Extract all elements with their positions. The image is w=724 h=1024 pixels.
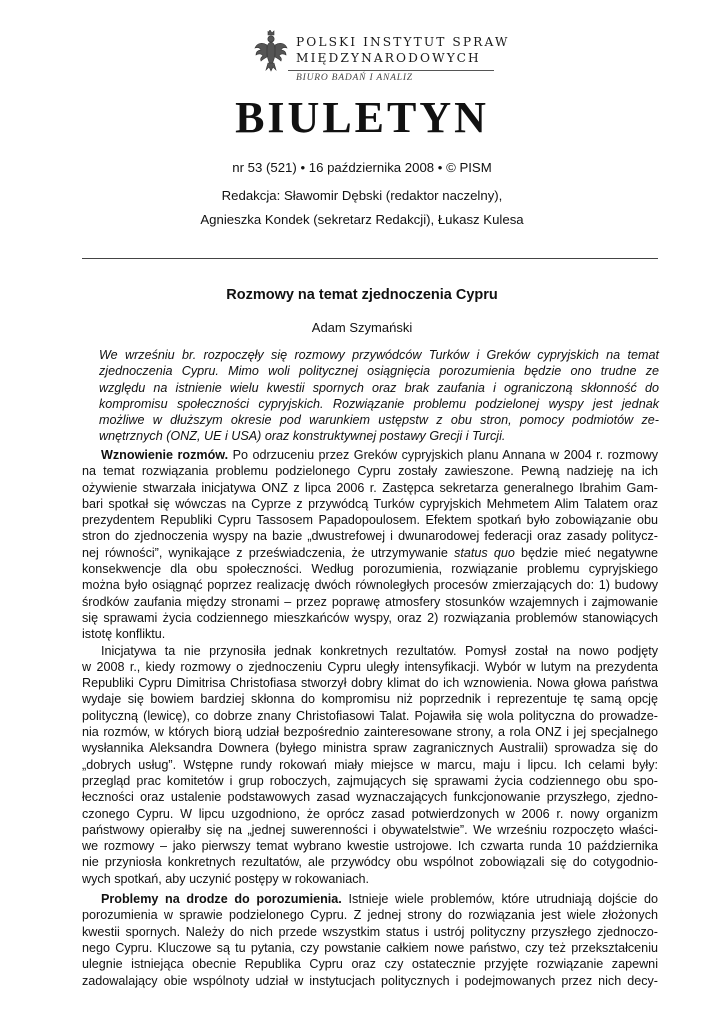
body-line: ulegnie istniejąca obecnie Republika Cypru oraz czy ostatecznie przyjęte rozwiązanie zapewni <box>82 957 658 972</box>
body-line: we rozmowy – jako pierwszy temat wybrano kwestie ustrojowe. Ich czwarta runda 10 października <box>82 839 658 854</box>
body-line: kwestii spornych. Należy do nich przede wszystkim status i ustrój polityczny przyszłego zjednoczo- <box>82 924 658 939</box>
body-line: stron do zjednoczenia wyspy na bazie „dwustrefowej i dwunarodowej federacji oraz zasady politycz- <box>82 529 658 544</box>
body-line: bari spotkał się wówczas na Cyprze z przywódcą Turków cypryjskich Mehmetem Alim Talatem oraz <box>82 496 658 511</box>
body-line: czonego Cypru. W lipcu uzgodniono, że oprócz zasad potwierdzonych w 2006 r. nowy organizm <box>82 806 658 821</box>
article-title: Rozmowy na temat zjednoczenia Cypru <box>226 287 498 303</box>
body-line: prezydentem Republiki Cypru Tassosem Papadopoulosem. Efektem spotkań było zobowiązanie obu <box>82 513 658 528</box>
body-line: nej równości”, wynikające z przeświadczenia, że utrzymywanie status quo będzie mieć negatywne <box>82 545 658 560</box>
abstract-line: względu na istnienie wielu kwestii spornych oraz brak zaufania i ograniczoną skłonność do <box>99 380 659 395</box>
header-divider <box>82 258 658 259</box>
abstract-line: wnętrznych (ONZ, UE i USA) oraz konstruktywnej postawy Grecji i Turcji. <box>99 429 506 444</box>
body-line: nia rozmów, w których biorą udział bezpośrednio zainteresowane strony, a rola ONZ i jej specjalnego <box>82 725 658 740</box>
article-body <box>82 447 658 989</box>
body-line: wydaje się bowiem bardziej skłonna do kompromisu niż poprzednik i reprezentuje tę samą opcję <box>82 692 658 707</box>
body-line: konsekwencje dla obu społeczności. Według porozumienia, rozwiązanie problemu cypryjskiego <box>82 562 658 577</box>
body-line: porozumienia w sprawie podzielonego Cypru. Z jednej strony do rozwiązania jest wiele złożonych <box>82 908 658 923</box>
institute-subtitle: BIURO BADAŃ I ANALIZ <box>296 73 413 83</box>
issue-number: nr 53 (521) <box>232 160 297 175</box>
body-line: na temat rozwiązania problemu podzielonego Cypru zostały zawieszone. Pewną nadzieję na ich <box>82 464 658 479</box>
body-line: istotę konfliktu. <box>82 627 166 642</box>
body-line: państwowy opierałby się na „jednej suwerenności i obywatelstwie”. We wrześniu rozpoczęto właści- <box>82 822 658 837</box>
section-heading: Wznowienie rozmów. <box>101 448 229 462</box>
institute-name-line1: POLSKI INSTYTUT SPRAW <box>296 35 510 49</box>
body-line: ożywienie stwarzała inicjatywa ONZ z lipca 2006 r. Zastępca sekretarza generalnego Ibrahim Gam- <box>82 480 658 495</box>
masthead-title: BIULETYN <box>235 93 489 142</box>
body-line: środków zaufania między stronami – przez poprawę atmosfery stosunków wzajemnych i zajmowanie <box>82 594 658 609</box>
section-heading: Problemy na drodze do porozumienia. <box>101 892 342 907</box>
institute-name-line2: MIĘDZYNARODOWYCH <box>296 51 481 65</box>
abstract-line: możliwe w dłuższym okresie pod warunkiem ustępstw z obu stron, pomocy podmiotów ze- <box>99 413 659 428</box>
body-line: się sprawami życia codziennego mieszkańców wyspy, oraz 2) rozwiązania problemów stanowiących <box>82 610 658 625</box>
body-line: Wznowienie rozmów. Po odrzuceniu przez Greków cypryjskich planu Annana w 2004 r. rozmowy <box>101 448 658 462</box>
body-line: nie przyniosła konkretnych rezultatów, ale przywódcy obu wspólnot zobowiązali się do cotygodnio- <box>82 855 658 870</box>
body-line: nego Cypru. Kluczowe są tu pytania, czy powstanie całkiem nowe państwo, czy też przekształceniu <box>82 940 658 955</box>
logo-divider <box>288 70 494 71</box>
issue-line <box>0 160 724 175</box>
body-line: przegląd prac komitetów i grup roboczych, zajmujących się sprawami życia codziennego obu spo- <box>82 773 658 788</box>
body-line: Inicjatywa ta nie przynosiła jednak konkretnych rezultatów. Pomysł został na nowo podjęty <box>101 643 658 658</box>
article-abstract <box>99 347 659 445</box>
bullet-separator: • <box>300 160 306 175</box>
body-line: zadowalający obie wspólnoty udział w instytucjach politycznych i podejmowanych przez nich decy- <box>82 973 658 988</box>
body-line: można było osiągnąć poprzez realizację dwóch równoległych procesów zmierzających do: 1) budowy <box>82 578 658 593</box>
body-line: „dobrych usług”. Wstępne rundy rokowań miały miejsce w marcu, maju i lipcu. Ich celami były: <box>82 757 658 772</box>
body-line: Republiki Cypru Dimitrisa Christofiasa stworzył dobry klimat do ich wznowienia. Nowa głowa państwa <box>82 676 658 691</box>
eagle-emblem-icon <box>254 30 288 72</box>
body-line: wysłannika Aleksandra Downera (byłego ministra spraw zagranicznych Australii) sprowadza się do <box>82 741 658 756</box>
body-line: polityczną (lewicę), co dobrze znany Christofiasowi Talat. Pojawiła się wola polityczna do prowadze- <box>82 708 658 723</box>
abstract-line: kompromisu społeczności cypryjskich. Rozwiązanie problemu podzielonej wyspy jest jednak <box>99 396 659 411</box>
editors-line-2: Agnieszka Kondek (sekretarz Redakcji), Łukasz Kulesa <box>200 212 524 227</box>
article-author: Adam Szymański <box>311 320 413 335</box>
institute-logo-block <box>254 30 510 88</box>
editors-line-1: Redakcja: Sławomir Dębski (redaktor naczelny), <box>221 188 503 203</box>
bullet-separator: • <box>437 160 443 175</box>
body-line: Problemy na drodze do porozumienia. Istnieje wiele problemów, które utrudniają dojście do <box>101 892 658 907</box>
abstract-line: We wrześniu br. rozpoczęły się rozmowy przywódców Turków i Greków cypryjskich na temat <box>99 348 659 362</box>
issue-date: 16 października 2008 <box>308 160 435 175</box>
body-line: łeczności oraz ustalenie podstawowych zasad wyznaczających funkcjonowanie przyszłego, zjedno- <box>82 790 658 805</box>
body-line: w 2008 r., kiedy rozmowy o zjednoczeniu Cypru uległy intensyfikacji. Wybór w lutym na prezydenta <box>82 659 658 674</box>
abstract-line: zjednoczenia Cypru. Mimo woli politycznej osiągnięcia porozumienia będzie ono trudne ze <box>99 364 659 379</box>
issue-copyright: © PISM <box>446 160 492 175</box>
body-line: wych spotkań, aby uczynić postępy w rokowaniach. <box>82 871 369 886</box>
status-quo-phrase: status quo <box>454 545 515 560</box>
